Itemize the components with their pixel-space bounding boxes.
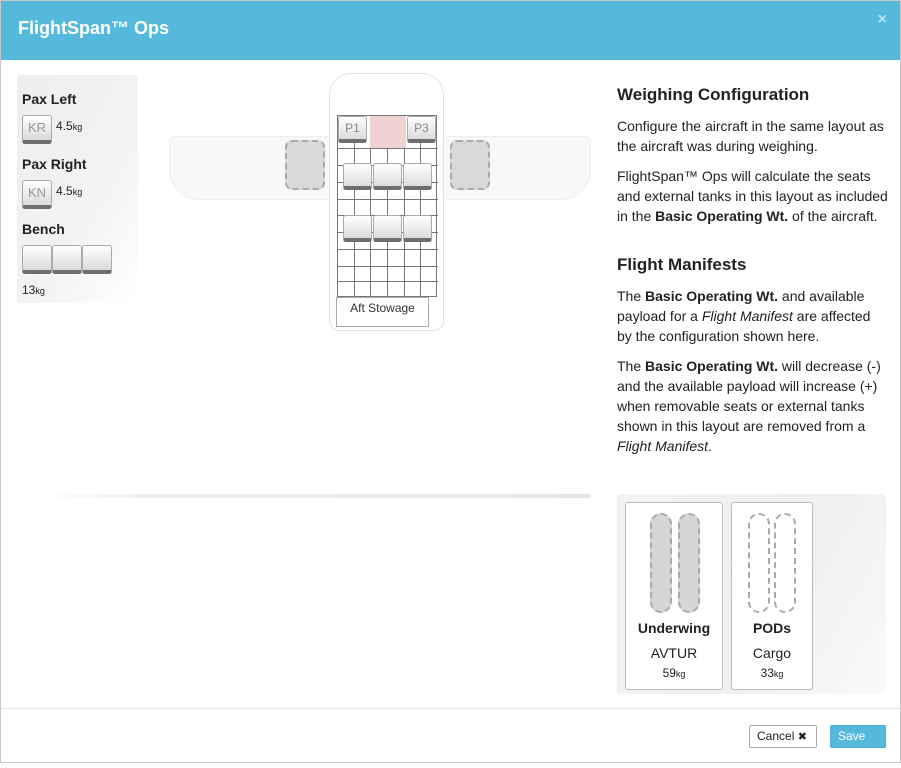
- section-divider: [41, 494, 591, 498]
- front-right-seat[interactable]: P3: [407, 116, 436, 143]
- external-tanks-panel: [617, 494, 886, 694]
- underwing-right-pod-icon: [678, 513, 700, 613]
- bench-seat-part[interactable]: [52, 245, 82, 274]
- cabin-grid-cell[interactable]: [355, 250, 371, 267]
- cabin-grid-cell[interactable]: [421, 267, 438, 282]
- weighing-text-2: FlightSpan™ Ops will calculate the seats and external tanks in this layout as included in the Basic Operating Wt. of the aircraft.: [617, 168, 888, 224]
- occupied-zone: [370, 116, 406, 148]
- cabin-grid-cell[interactable]: [388, 250, 405, 267]
- aft-stowage[interactable]: Aft Stowage: [336, 297, 429, 327]
- row3-seat-3[interactable]: [403, 215, 432, 242]
- cabin-grid-cell[interactable]: [355, 267, 371, 282]
- row3-seat-1[interactable]: [343, 215, 372, 242]
- cabin-grid-cell[interactable]: [355, 282, 371, 297]
- modal-header: [1, 1, 900, 60]
- tank-fuel: Cargo: [752, 645, 792, 661]
- pax-right-label: Pax Right: [22, 156, 87, 172]
- weighing-heading: Weighing Configuration: [617, 85, 810, 104]
- row2-seat-3[interactable]: [403, 163, 432, 190]
- manifest-text-1: The Basic Operating Wt. and available payload for a Flight Manifest are affected by the configuration shown here.: [617, 288, 871, 344]
- cabin-grid-cell[interactable]: [421, 250, 438, 267]
- cabin-grid-cell[interactable]: [371, 200, 388, 216]
- weighing-section: [617, 85, 889, 226]
- tank-weight: 59kg: [662, 666, 686, 680]
- left-tank-slot[interactable]: [285, 140, 325, 190]
- bench-seat-part[interactable]: [82, 245, 112, 274]
- cabin-grid-cell[interactable]: [421, 200, 438, 216]
- save-button[interactable]: Save: [830, 725, 886, 748]
- seat-palette: [17, 75, 138, 303]
- manifest-section: [617, 255, 889, 456]
- cancel-button[interactable]: Cancel ✖: [749, 725, 817, 748]
- cabin-grid-cell[interactable]: [338, 282, 355, 297]
- cabin-grid-cell[interactable]: [421, 282, 438, 297]
- cabin-grid-cell[interactable]: [371, 267, 388, 282]
- cabin-grid-cell[interactable]: [371, 250, 388, 267]
- manifest-text-2: The Basic Operating Wt. will decrease (-) and the available payload will increase (+) when removable seats or external tanks shown in this layout are removed from a Flight Manifest.: [617, 358, 881, 454]
- manifest-heading: Flight Manifests: [617, 255, 747, 274]
- cabin-grid-cell[interactable]: [338, 267, 355, 282]
- pods-tank-card[interactable]: [731, 502, 813, 690]
- tank-name: Underwing: [637, 620, 711, 636]
- tank-weight: 33kg: [760, 666, 784, 680]
- weighing-text-1: Configure the aircraft in the same layout as the aircraft was during weighing.: [617, 118, 884, 154]
- row2-seat-1[interactable]: [343, 163, 372, 190]
- cabin-grid-cell[interactable]: [355, 200, 371, 216]
- underwing-left-pod-icon: [650, 513, 672, 613]
- close-x-icon: ✖: [797, 731, 807, 743]
- close-icon[interactable]: ×: [877, 11, 887, 28]
- cabin-grid-cell[interactable]: [405, 200, 421, 216]
- pod-left-icon: [748, 513, 770, 613]
- pax-left-seat[interactable]: KR: [22, 115, 52, 144]
- cabin-grid-cell[interactable]: [405, 267, 421, 282]
- cabin-grid-cell[interactable]: [338, 200, 355, 216]
- floppy-disk-icon: [840, 752, 850, 762]
- underwing-tank-card[interactable]: [625, 502, 723, 690]
- tank-name: PODs: [752, 620, 792, 636]
- pax-left-weight: 4.5kg: [56, 119, 83, 133]
- row2-seat-2[interactable]: [373, 163, 402, 190]
- footer-divider: [1, 708, 900, 709]
- pax-left-label: Pax Left: [22, 91, 77, 107]
- cabin-grid-cell[interactable]: [371, 282, 388, 297]
- row3-seat-2[interactable]: [373, 215, 402, 242]
- cabin-grid-cell[interactable]: [405, 250, 421, 267]
- tank-fuel: AVTUR: [650, 645, 698, 661]
- modal-title: FlightSpan™ Ops: [18, 18, 169, 38]
- front-left-seat[interactable]: P1: [338, 116, 367, 143]
- cabin-grid-cell[interactable]: [388, 267, 405, 282]
- bench-label: Bench: [22, 221, 65, 237]
- cabin-grid-cell[interactable]: [338, 250, 355, 267]
- bench-seat-part[interactable]: [22, 245, 52, 274]
- right-tank-slot[interactable]: [450, 140, 490, 190]
- cabin-grid-cell[interactable]: [388, 282, 405, 297]
- cabin-grid-cell[interactable]: [388, 200, 405, 216]
- pod-right-icon: [774, 513, 796, 613]
- pax-right-seat[interactable]: KN: [22, 180, 52, 209]
- pax-right-weight: 4.5kg: [56, 184, 83, 198]
- cabin-grid-cell[interactable]: [405, 282, 421, 297]
- bench-weight: 13kg: [22, 283, 45, 297]
